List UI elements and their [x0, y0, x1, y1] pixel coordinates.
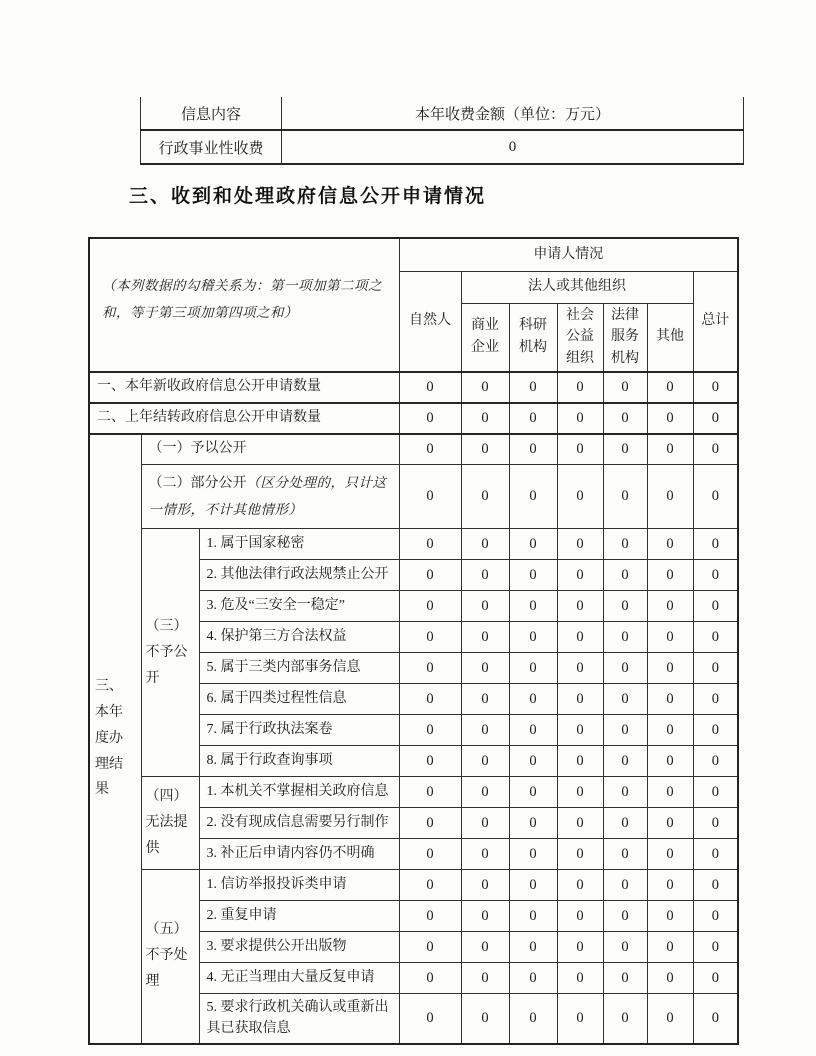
value-cell: 0: [693, 465, 738, 529]
value-cell: 0: [509, 591, 557, 622]
value-cell: 0: [557, 932, 603, 963]
fees-col-header-info: 信息内容: [141, 97, 282, 130]
row-label: 3. 要求提供公开出版物: [199, 932, 399, 963]
group-label-not-processed: （五）不予处理: [141, 870, 199, 1044]
col-header-public-welfare: 社会公益组织: [557, 303, 603, 372]
row-label: 4. 无正当理由大量反复申请: [199, 963, 399, 994]
value-cell: 0: [509, 870, 557, 901]
value-cell: 0: [399, 808, 461, 839]
value-cell: 0: [399, 403, 461, 434]
row-label-main: （二）部分公开: [148, 476, 247, 492]
value-cell: 0: [557, 653, 603, 684]
value-cell: 0: [603, 653, 647, 684]
value-cell: 0: [647, 403, 693, 434]
value-cell: 0: [399, 529, 461, 560]
value-cell: 0: [557, 839, 603, 870]
section3-label: 三、本年度办理结果: [89, 434, 141, 1044]
value-cell: 0: [399, 622, 461, 653]
value-cell: 0: [603, 622, 647, 653]
value-cell: 0: [399, 715, 461, 746]
value-cell: 0: [461, 684, 509, 715]
value-cell: 0: [461, 777, 509, 808]
value-cell: 0: [399, 465, 461, 529]
value-cell: 0: [693, 622, 738, 653]
table-row: [89, 372, 738, 403]
value-cell: 0: [603, 434, 647, 465]
value-cell: 0: [509, 372, 557, 403]
value-cell: 0: [647, 372, 693, 403]
row-label-note: （区分处理的，只计这一情形，不计其他情形）: [148, 475, 387, 517]
row-label: 6. 属于四类过程性信息: [199, 684, 399, 715]
value-cell: 0: [461, 715, 509, 746]
value-cell: 0: [557, 434, 603, 465]
value-cell: 0: [603, 529, 647, 560]
row-label: 2. 其他法律行政法规禁止公开: [199, 560, 399, 591]
value-cell: 0: [557, 963, 603, 994]
value-cell: 0: [509, 622, 557, 653]
group-label-refuse-disclosure: （三）不予公开: [141, 529, 199, 777]
row-label: [141, 465, 399, 529]
value-cell: 0: [509, 932, 557, 963]
value-cell: 0: [399, 591, 461, 622]
value-cell: 0: [603, 715, 647, 746]
row-label: 1. 信访举报投诉类申请: [199, 870, 399, 901]
value-cell: 0: [603, 963, 647, 994]
value-cell: 0: [461, 560, 509, 591]
value-cell: 0: [509, 901, 557, 932]
row-label: 1. 属于国家秘密: [199, 529, 399, 560]
value-cell: 0: [603, 932, 647, 963]
value-cell: 0: [461, 529, 509, 560]
table-note: [89, 238, 399, 372]
value-cell: 0: [461, 653, 509, 684]
col-header-applicant-group: 申请人情况: [399, 238, 738, 271]
row-label: 2. 没有现成信息需要另行制作: [199, 808, 399, 839]
row-label: 4. 保护第三方合法权益: [199, 622, 399, 653]
value-cell: 0: [647, 839, 693, 870]
value-cell: 0: [647, 808, 693, 839]
value-cell: 0: [693, 808, 738, 839]
value-cell: 0: [461, 808, 509, 839]
value-cell: 0: [399, 994, 461, 1044]
value-cell: 0: [647, 653, 693, 684]
value-cell: 0: [509, 777, 557, 808]
value-cell: 0: [693, 372, 738, 403]
row-label: （一）予以公开: [141, 434, 399, 465]
value-cell: 0: [557, 870, 603, 901]
value-cell: 0: [557, 808, 603, 839]
row-label: 二、上年结转政府信息公开申请数量: [89, 403, 399, 434]
value-cell: 0: [693, 653, 738, 684]
row-label: 8. 属于行政查询事项: [199, 746, 399, 777]
value-cell: 0: [509, 403, 557, 434]
col-header-natural-person: 自然人: [399, 271, 461, 372]
col-header-other: 其他: [647, 303, 693, 372]
value-cell: 0: [509, 808, 557, 839]
value-cell: 0: [693, 434, 738, 465]
value-cell: 0: [693, 746, 738, 777]
value-cell: 0: [647, 932, 693, 963]
value-cell: 0: [557, 746, 603, 777]
value-cell: 0: [693, 560, 738, 591]
value-cell: 0: [647, 434, 693, 465]
value-cell: 0: [461, 963, 509, 994]
table-row: [89, 870, 738, 901]
value-cell: 0: [557, 901, 603, 932]
value-cell: 0: [603, 591, 647, 622]
value-cell: 0: [693, 994, 738, 1044]
value-cell: 0: [693, 901, 738, 932]
value-cell: 0: [647, 777, 693, 808]
value-cell: 0: [647, 684, 693, 715]
row-label: 3. 补正后申请内容仍不明确: [199, 839, 399, 870]
value-cell: 0: [509, 529, 557, 560]
group-label-unable-to-provide: （四）无法提供: [141, 777, 199, 870]
value-cell: 0: [557, 591, 603, 622]
value-cell: 0: [647, 963, 693, 994]
value-cell: 0: [461, 434, 509, 465]
value-cell: 0: [399, 372, 461, 403]
value-cell: 0: [399, 870, 461, 901]
value-cell: 0: [603, 870, 647, 901]
fees-row-label: 行政事业性收费: [141, 130, 282, 164]
value-cell: 0: [647, 622, 693, 653]
value-cell: 0: [399, 777, 461, 808]
row-label: 一、本年新收政府信息公开申请数量: [89, 372, 399, 403]
value-cell: 0: [461, 591, 509, 622]
value-cell: 0: [603, 746, 647, 777]
value-cell: 0: [557, 715, 603, 746]
value-cell: 0: [557, 465, 603, 529]
col-header-org-group: 法人或其他组织: [461, 271, 693, 303]
value-cell: 0: [603, 808, 647, 839]
value-cell: 0: [399, 932, 461, 963]
value-cell: 0: [399, 746, 461, 777]
value-cell: 0: [461, 622, 509, 653]
table-row: [89, 434, 738, 465]
value-cell: 0: [603, 560, 647, 591]
row-label: 5. 属于三类内部事务信息: [199, 653, 399, 684]
value-cell: 0: [399, 839, 461, 870]
col-header-research: 科研机构: [509, 303, 557, 372]
value-cell: 0: [557, 994, 603, 1044]
value-cell: 0: [647, 560, 693, 591]
row-label: 5. 要求行政机关确认或重新出具已获取信息: [199, 994, 399, 1044]
value-cell: 0: [693, 963, 738, 994]
value-cell: 0: [557, 777, 603, 808]
value-cell: 0: [461, 465, 509, 529]
col-header-commercial: 商业企业: [461, 303, 509, 372]
col-header-total: 总计: [693, 271, 738, 372]
request-table: [88, 237, 739, 1045]
value-cell: 0: [509, 963, 557, 994]
value-cell: 0: [693, 870, 738, 901]
value-cell: 0: [557, 684, 603, 715]
value-cell: 0: [509, 465, 557, 529]
value-cell: 0: [557, 622, 603, 653]
value-cell: 0: [509, 839, 557, 870]
value-cell: 0: [603, 777, 647, 808]
value-cell: 0: [647, 994, 693, 1044]
col-header-legal-service: 法律服务机构: [603, 303, 647, 372]
value-cell: 0: [461, 403, 509, 434]
row-label: 3. 危及“三安全一稳定”: [199, 591, 399, 622]
value-cell: 0: [647, 746, 693, 777]
value-cell: 0: [557, 529, 603, 560]
value-cell: 0: [603, 465, 647, 529]
value-cell: 0: [647, 870, 693, 901]
value-cell: 0: [509, 715, 557, 746]
value-cell: 0: [399, 653, 461, 684]
value-cell: 0: [693, 403, 738, 434]
value-cell: 0: [557, 372, 603, 403]
row-label: 7. 属于行政执法案卷: [199, 715, 399, 746]
value-cell: 0: [693, 839, 738, 870]
value-cell: 0: [647, 715, 693, 746]
value-cell: 0: [693, 932, 738, 963]
value-cell: 0: [557, 560, 603, 591]
table-row: [89, 403, 738, 434]
value-cell: 0: [603, 994, 647, 1044]
value-cell: 0: [399, 963, 461, 994]
value-cell: 0: [647, 901, 693, 932]
value-cell: 0: [399, 684, 461, 715]
value-cell: 0: [509, 684, 557, 715]
value-cell: 0: [399, 901, 461, 932]
value-cell: 0: [603, 901, 647, 932]
table-row: [89, 529, 738, 560]
value-cell: 0: [461, 746, 509, 777]
table-row: [89, 465, 738, 529]
fees-row-value: 0: [282, 130, 744, 164]
value-cell: 0: [603, 403, 647, 434]
value-cell: 0: [461, 994, 509, 1044]
row-label: 2. 重复申请: [199, 901, 399, 932]
value-cell: 0: [647, 529, 693, 560]
value-cell: 0: [693, 591, 738, 622]
section-heading: 三、收到和处理政府信息公开申请情况: [129, 186, 487, 207]
fees-col-header-amount: 本年收费金额（单位：万元）: [282, 97, 744, 130]
table-row: [89, 777, 738, 808]
value-cell: 0: [603, 839, 647, 870]
value-cell: 0: [647, 591, 693, 622]
value-cell: 0: [399, 560, 461, 591]
value-cell: 0: [509, 746, 557, 777]
fees-table: [140, 97, 744, 165]
table-note-text: （本列数据的勾稽关系为：第一项加第二项之和，等于第三项加第四项之和）: [102, 278, 382, 320]
value-cell: 0: [461, 839, 509, 870]
value-cell: 0: [461, 870, 509, 901]
value-cell: 0: [647, 465, 693, 529]
value-cell: 0: [693, 684, 738, 715]
value-cell: 0: [603, 372, 647, 403]
value-cell: 0: [399, 434, 461, 465]
row-label: 1. 本机关不掌握相关政府信息: [199, 777, 399, 808]
value-cell: 0: [693, 715, 738, 746]
value-cell: 0: [557, 403, 603, 434]
value-cell: 0: [509, 653, 557, 684]
value-cell: 0: [461, 932, 509, 963]
value-cell: 0: [461, 372, 509, 403]
value-cell: 0: [461, 901, 509, 932]
value-cell: 0: [693, 777, 738, 808]
value-cell: 0: [509, 560, 557, 591]
value-cell: 0: [693, 529, 738, 560]
value-cell: 0: [509, 994, 557, 1044]
value-cell: 0: [509, 434, 557, 465]
value-cell: 0: [603, 684, 647, 715]
